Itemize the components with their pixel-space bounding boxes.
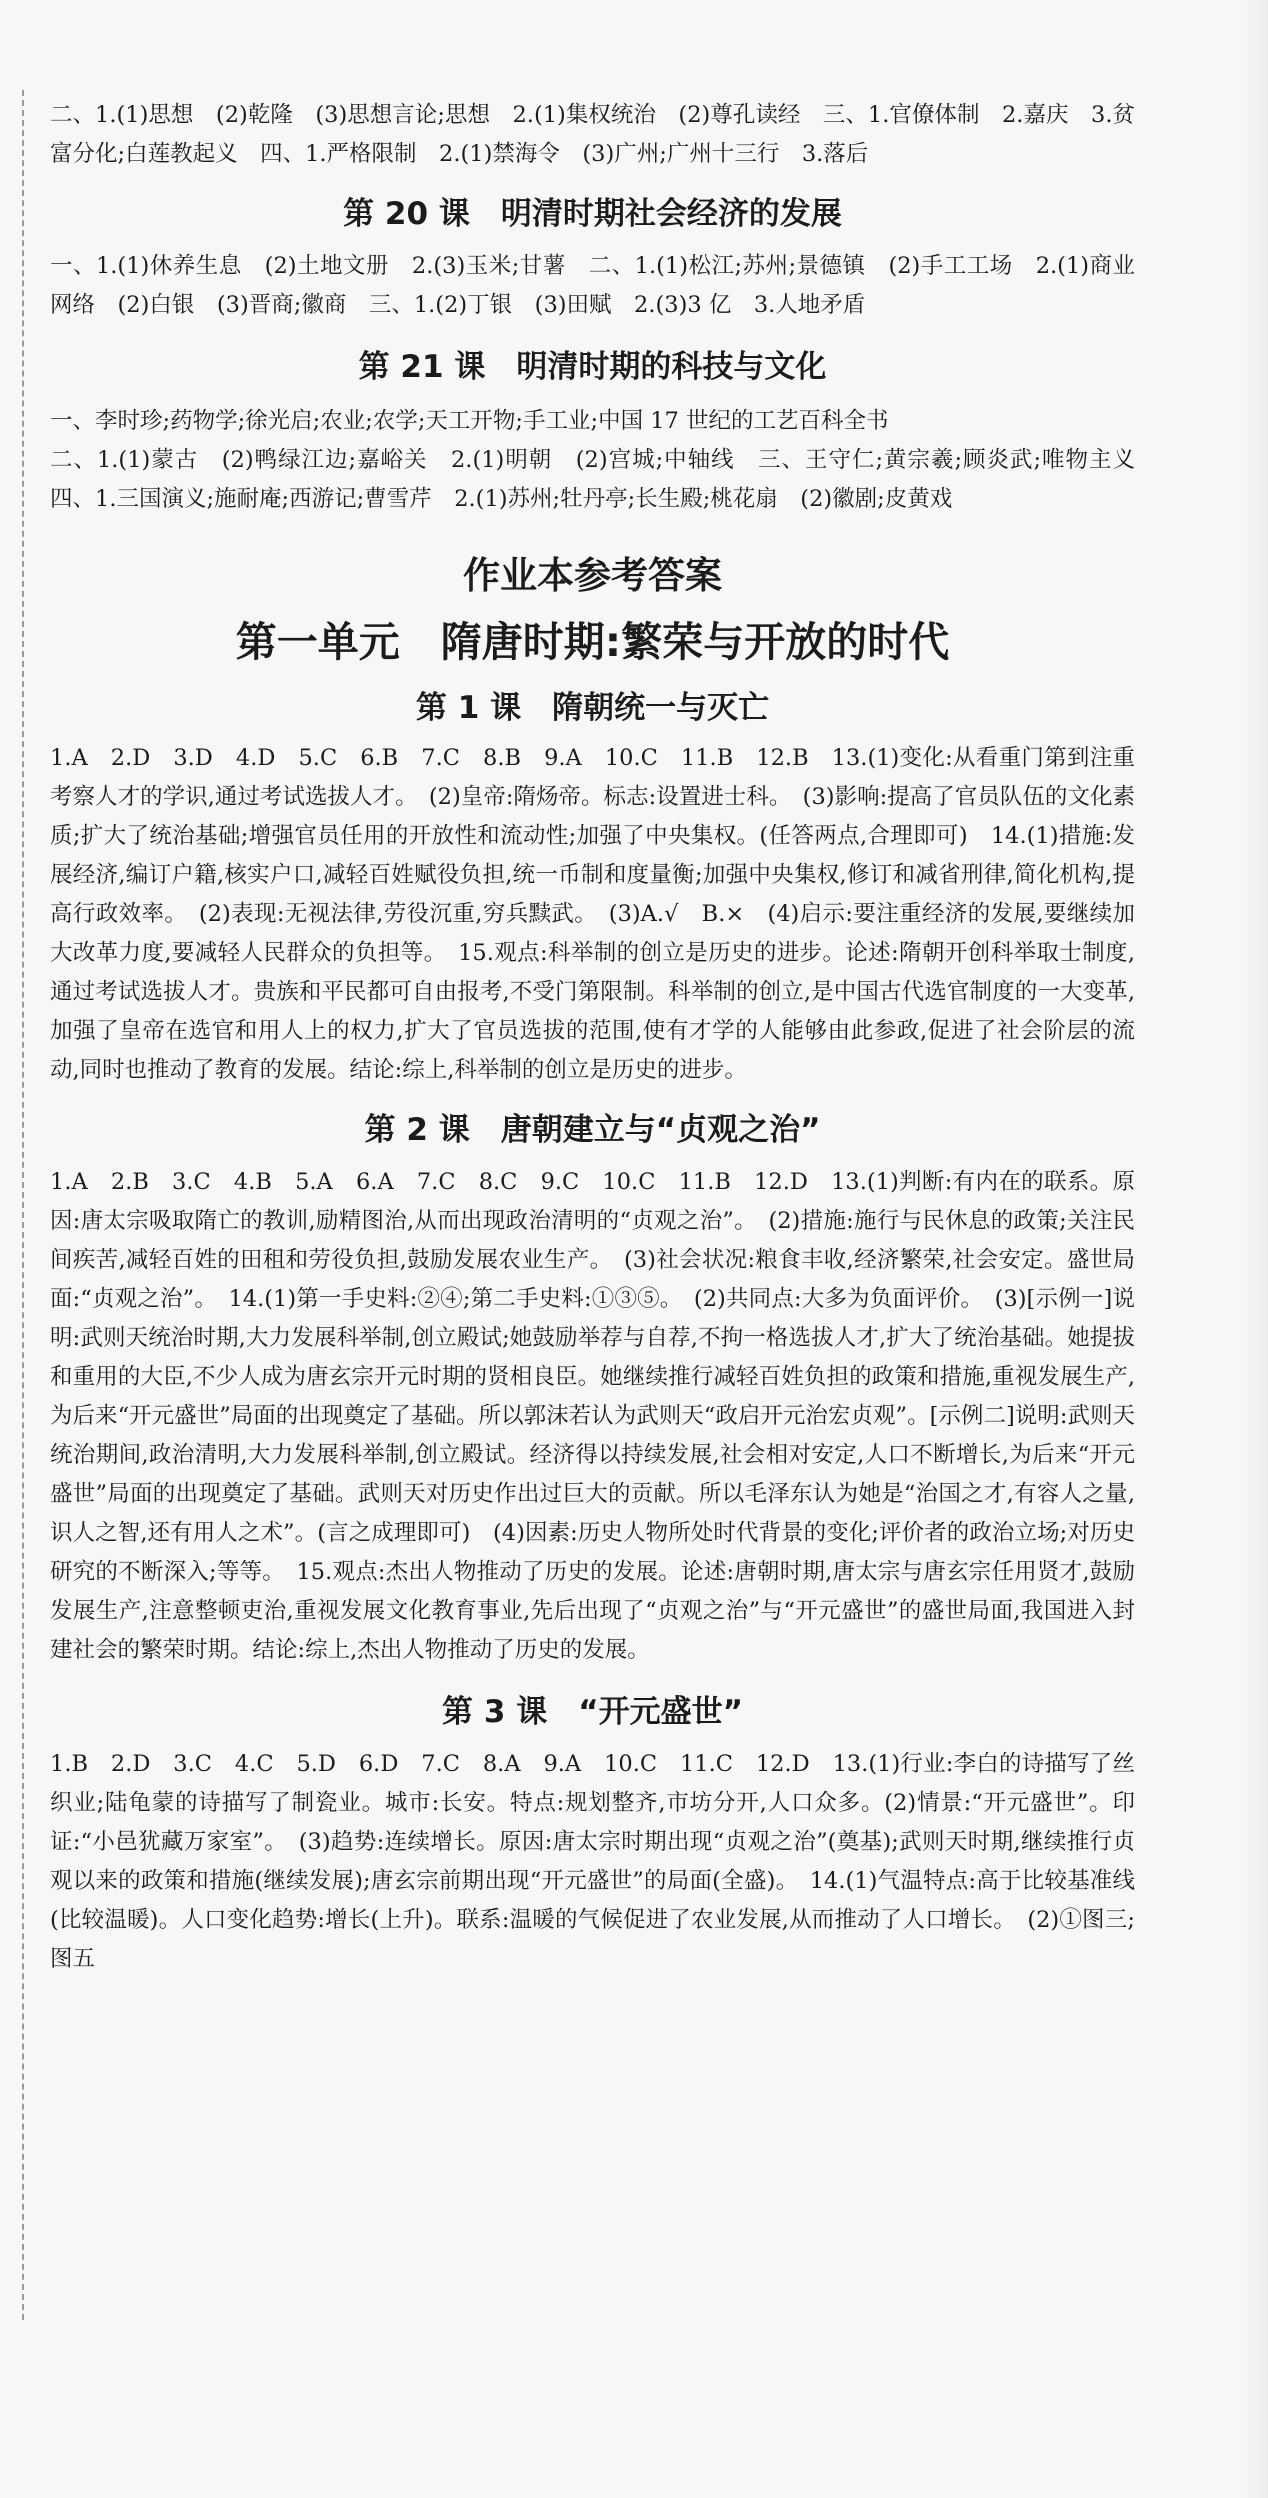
lesson-20-title: 第 20 课 明清时期社会经济的发展 — [343, 196, 842, 232]
page-edge-shadow — [1240, 0, 1268, 2498]
lesson-2-answers: 1.A 2.B 3.C 4.B 5.A 6.A 7.C 8.C 9.C 10.C 11.B 12.D 13.(1)判断:有内在的联系。原因:唐太宗吸取隋亡的教训,励精图治,从而出现政治清明的“贞观之治”。 (2)措施:施行与民休息的政策;关注民间疾苦,减轻百姓的田租和劳役负担,鼓励发展农业生产。 (3)社会状况:粮食丰收,经济繁荣,社会安定。盛世局面:“贞观之治”。 14.(1)第一手史料:②④;第二手史料:①③⑤。 (2)共同点:大多为负面评价。 (3)[示例一]说明:武则天统治时期,大力发展科举制,创立殿试;她鼓励举荐与自荐,不拘一格选拔人才,扩大了统治基础。她提拔和重用的大臣,不少人成为唐玄宗开元时期的贤相良臣。她继续推行减轻百姓负担的政策和措施,重视发展生产,为后来“开元盛世”局面的出现奠定了基础。所以郭沫若认为武则天“政启开元治宏贞观”。[示例二]说明:武则天统治期间,政治清明,大力发展科举制,创立殿试。经济得以持续发展,社会相对安定,人口不断增长,为后来“开元盛世”局面的出现奠定了基础。武则天对历史作出过巨大的贡献。所以毛泽东认为她是“治国之才,有容人之量,识人之智,还有用人之术”。(言之成理即可) (4)因素:历史人物所处时代背景的变化;评价者的政治立场;对历史研究的不断深入;等等。 15.观点:杰出人物推动了历史的发展。论述:唐朝时期,唐太宗与唐玄宗任用贤才,鼓励发展生产,注意整顿吏治,重视发展文化教育事业,先后出现了“贞观之治”与“开元盛世”的盛世局面,我国进入封建社会的繁荣时期。结论:综上,杰出人物推动了历史的发展。 — [50, 1169, 1135, 1663]
lesson-3-title: 第 3 课 “开元盛世” — [442, 1694, 743, 1730]
top-answer-block: 二、1.(1)思想 (2)乾隆 (3)思想言论;思想 2.(1)集权统治 (2)尊孔读经 三、1.官僚体制 2.嘉庆 3.贫富分化;白莲教起义 四、1.严格限制 2.(1)禁海令 (3)广州;广州十三行 3.落后 — [50, 102, 1135, 167]
lesson-2-title: 第 2 课 唐朝建立与“贞观之治” — [364, 1112, 821, 1148]
homework-answers-title: 作业本参考答案 — [463, 554, 722, 597]
lesson-1-title: 第 1 课 隋朝统一与灭亡 — [415, 690, 770, 726]
answer-content — [50, 96, 1158, 1979]
lesson-1-answers: 1.A 2.D 3.D 4.D 5.C 6.B 7.C 8.B 9.A 10.C 11.B 12.B 13.(1)变化:从看重门第到注重考察人才的学识,通过考试选拔人才。 (2)皇帝:隋炀帝。标志:设置进士科。 (3)影响:提高了官员队伍的文化素质;扩大了统治基础;增强官员任用的开放性和流动性;加强了中央集权。(任答两点,合理即可) 14.(1)措施:发展经济,编订户籍,核实户口,减轻百姓赋役负担,统一币制和度量衡;加强中央集权,修订和减省刑律,简化机构,提高行政效率。 (2)表现:无视法律,劳役沉重,穷兵黩武。 (3)A.√ B.× (4)启示:要注重经济的发展,要继续加大改革力度,要减轻人民群众的负担等。 15.观点:科举制的创立是历史的进步。论述:隋朝开创科举取士制度,通过考试选拔人才。贵族和平民都可自由报考,不受门第限制。科举制的创立,是中国古代选官制度的一大变革,加强了皇帝在选官和用人上的权力,扩大了官员选拔的范围,使有才学的人能够由此参政,促进了社会阶层的流动,同时也推动了教育的发展。结论:综上,科举制的创立是历史的进步。 — [50, 745, 1135, 1083]
lesson-21-answers-part1: 一、李时珍;药物学;徐光启;农业;农学;天工开物;手工业;中国 17 世纪的工艺百科全书 — [50, 408, 889, 434]
lesson-3-answers: 1.B 2.D 3.C 4.C 5.D 6.D 7.C 8.A 9.A 10.C 11.C 12.D 13.(1)行业:李白的诗描写了丝织业;陆龟蒙的诗描写了制瓷业。城市:长安。特点:规划整齐,市坊分开,人口众多。(2)情景:“开元盛世”。印证:“小邑犹藏万家室”。 (3)趋势:连续增长。原因:唐太宗时期出现“贞观之治”(奠基);武则天时期,继续推行贞观以来的政策和措施(继续发展);唐玄宗前期出现“开元盛世”的局面(全盛)。 14.(1)气温特点:高于比较基准线(比较温暖)。人口变化趋势:增长(上升)。联系:温暖的气候促进了农业发展,从而推动了人口增长。 (2)①图三;图五 — [50, 1751, 1135, 1972]
lesson-21-answers-part2: 二、1.(1)蒙古 (2)鸭绿江边;嘉峪关 2.(1)明朝 (2)宫城;中轴线 三、王守仁;黄宗羲;顾炎武;唯物主义 四、1.三国演义;施耐庵;西游记;曹雪芹 2.(1)苏州;牡丹亭;长生殿;桃花扇 (2)徽剧;皮黄戏 — [50, 447, 1158, 512]
unit-1-title: 第一单元 隋唐时期:繁荣与开放的时代 — [235, 618, 950, 666]
binding-margin-line — [22, 90, 24, 2320]
lesson-21-title: 第 21 课 明清时期的科技与文化 — [358, 349, 827, 385]
lesson-20-answers: 一、1.(1)休养生息 (2)土地文册 2.(3)玉米;甘薯 二、1.(1)松江;苏州;景德镇 (2)手工工场 2.(1)商业网络 (2)白银 (3)晋商;徽商 三、1.(2)丁银 (3)田赋 2.(3)3 亿 3.人地矛盾 — [50, 253, 1135, 318]
